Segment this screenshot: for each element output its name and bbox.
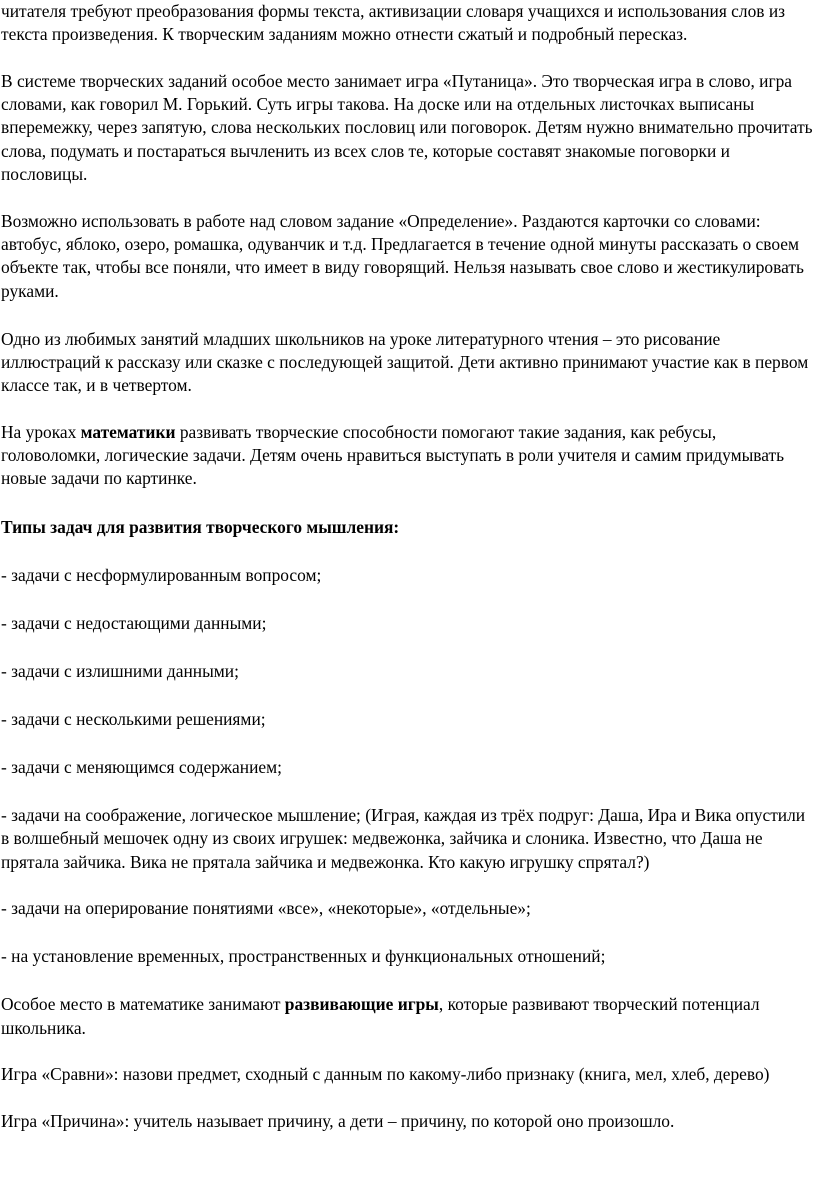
list-item: - задачи на соображение, логическое мышление; (Играя, каждая из трёх подруг: Даша, Ира и Вика опустили в волшебный мешочек одну из своих игрушек: медвежонка, зайчика и слоника. Известно, что Даша не прятала зайчика. Вика не прятала зайчика и медвежонка. Кто какую игрушку спрятал?) (1, 805, 806, 872)
games-text-after: , которые развивают творческий потенциал школьника. (1, 994, 760, 1038)
games-bold: развивающие игры (284, 994, 439, 1015)
paragraph-retelling: читателя требуют преобразования формы текста, активизации словаря учащихся и использования слов из текста произведения. К творческим заданиям можно отнести сжатый и подробный пересказ. (1, 1, 785, 45)
paragraph-game-cause: Игра «Причина»: учитель называет причину, а дети – причину, по которой оно произошло. (1, 1110, 675, 1131)
paragraph-illustrations: Одно из любимых занятий младших школьников на уроке литературного чтения – это рисование иллюстраций к рассказу или сказке с последующей защитой. Дети активно принимают участие как в первом классе так, и в четвертом. (1, 328, 809, 396)
math-bold: математики (80, 421, 176, 442)
list-item: - задачи с излишними данными; (1, 660, 239, 681)
paragraph-games (1, 993, 816, 1040)
paragraph-game-compare: Игра «Сравни»: назови предмет, сходный с данным по какому-либо признаку (книга, мел, хлеб, дерево) (1, 1064, 770, 1085)
paragraph-game-putanitsa: В системе творческих заданий особое место занимает игра «Путаница». Это творческая игра в слово, игра словами, как говорил М. Горький. Суть игры такова. На доске или на отдельных листочках выписаны вперемежку, через запятую, слова нескольких пословиц или поговорок. Детям нужно внимательно прочитать слова, подумать и постараться вычленить из всех слов те, которые составят знакомые поговорки и пословицы. (1, 70, 813, 185)
games-text-before: Особое место в математике занимают (1, 994, 285, 1015)
list-item: - задачи на оперирование понятиями «все», «некоторые», «отдельные»; (1, 898, 531, 919)
list-item: - задачи с несформулированным вопросом; (1, 564, 322, 585)
list-item: - задачи с недостающими данными; (1, 612, 267, 633)
section-heading (1, 516, 816, 539)
math-text-before: На уроках (1, 421, 81, 442)
math-text-after: развивать творческие способности помогают такие задания, как ребусы, головоломки, логические задачи. Детям очень нравиться выступать в роли учителя и самим придумывать новые задачи по картинке. (1, 421, 785, 489)
paragraph-game-definition: Возможно использовать в работе над словом задание «Определение». Раздаются карточки со словами: автобус, яблоко, озеро, ромашка, одуванчик и т.д. Предлагается в течение одной минуты рассказать о своем объекте так, чтобы все поняли, что имеет в виду говорящий. Нельзя называть свое слово и жестикулировать руками. (1, 210, 804, 301)
list-item: - задачи с несколькими решениями; (1, 708, 266, 729)
list-item: - задачи с меняющимся содержанием; (1, 757, 282, 777)
list-item: - на установление временных, пространственных и функциональных отношений; (1, 946, 606, 967)
paragraph-math (1, 421, 816, 491)
section-heading-text: Типы задач для развития творческого мышления: (1, 516, 400, 537)
